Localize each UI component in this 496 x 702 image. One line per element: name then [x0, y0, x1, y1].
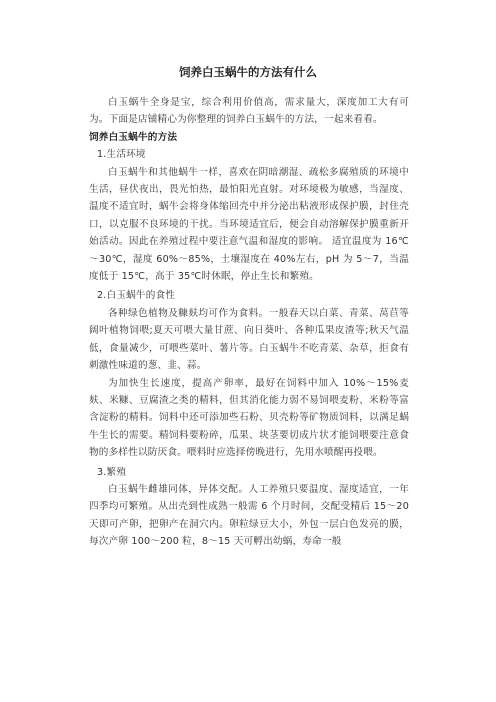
paragraph-feeding-habits-1: 各种绿色植物及糠麸均可作为食料。一般春天以白菜、青菜、莴苣等阔叶植物饲喂;夏天可喂大量甘蔗、向日葵叶、各种瓜果皮渣等;秋天气温低，食量减少，可喂些菜叶、薯片等。白玉蜗牛不吃青菜、杂草，拒食有刺激性味道的葱、韭、蒜。: [89, 307, 409, 372]
heading-feeding-habits: 2.白玉蜗牛的食性: [97, 290, 176, 302]
heading-living-environment: 1.生活环境: [97, 149, 146, 161]
document-body: [89, 94, 409, 551]
paragraph-living-environment: 白玉蜗牛和其他蜗牛一样，喜欢在阴暗潮湿、疏松多腐殖质的环境中生活，昼伏夜出，畏光怕热，最怕阳光直射。对环境极为敏感，当湿度、温度不适宜时，蜗牛会将身体缩回壳中并分泌出粘液形成保护膜，封住壳口，以克服不良环境的干扰。当环境适宜后，便会自动溶解保护膜重新开始活动。因此在养殖过程中要注意气温和湿度的影响。 适宜温度为 16℃～30℃，湿度 60%～85%，土壤湿度在 40%左右，pH 为 5～7，当温度低于 15℃，高于 35℃时休眠，停止生长和繁殖。: [89, 166, 409, 283]
heading-reproduction: 3.繁殖: [97, 466, 127, 478]
intro-paragraph: 白玉蜗牛全身是宝，综合利用价值高，需求量大，深度加工大有可为。下面是店铺精心为你整理的饲养白玉蜗牛的方法，一起来看看。: [89, 97, 409, 126]
page-title: 饲养白玉蜗牛的方法有什么: [179, 65, 317, 79]
section-subtitle: 饲养白玉蜗牛的方法: [89, 131, 178, 143]
paragraph-reproduction: 白玉蜗牛雌雄同体，异体交配。人工养殖只要温度、湿度适宜，一年四季均可繁殖。从出壳到性成熟一般需 6 个月时间，交配受精后 15～20 天即可产卵，把卵产在洞穴内。卵粒绿豆大小，外包一层白色发亮的膜，每次产卵 100～200 粒，8～15 天可孵出幼蜗，寿命一般: [89, 483, 409, 548]
paragraph-feeding-habits-2: 为加快生长速度，提高产卵率，最好在饲料中加入 10%～15%麦麸、米糠、豆腐渣之类的精料，但其消化能力弱不易饲喂麦粉、米粉等富含淀粉的精料。饲料中还可添加些石粉、贝壳粉等矿物质饲料，以满足蜗牛生长的需要。精饲料要粉碎，瓜果、块茎要切成片状才能饲喂要注意食物的多样性以防厌食。喂料时应选择傍晚进行，先用水喷醒再投喂。: [89, 377, 409, 459]
